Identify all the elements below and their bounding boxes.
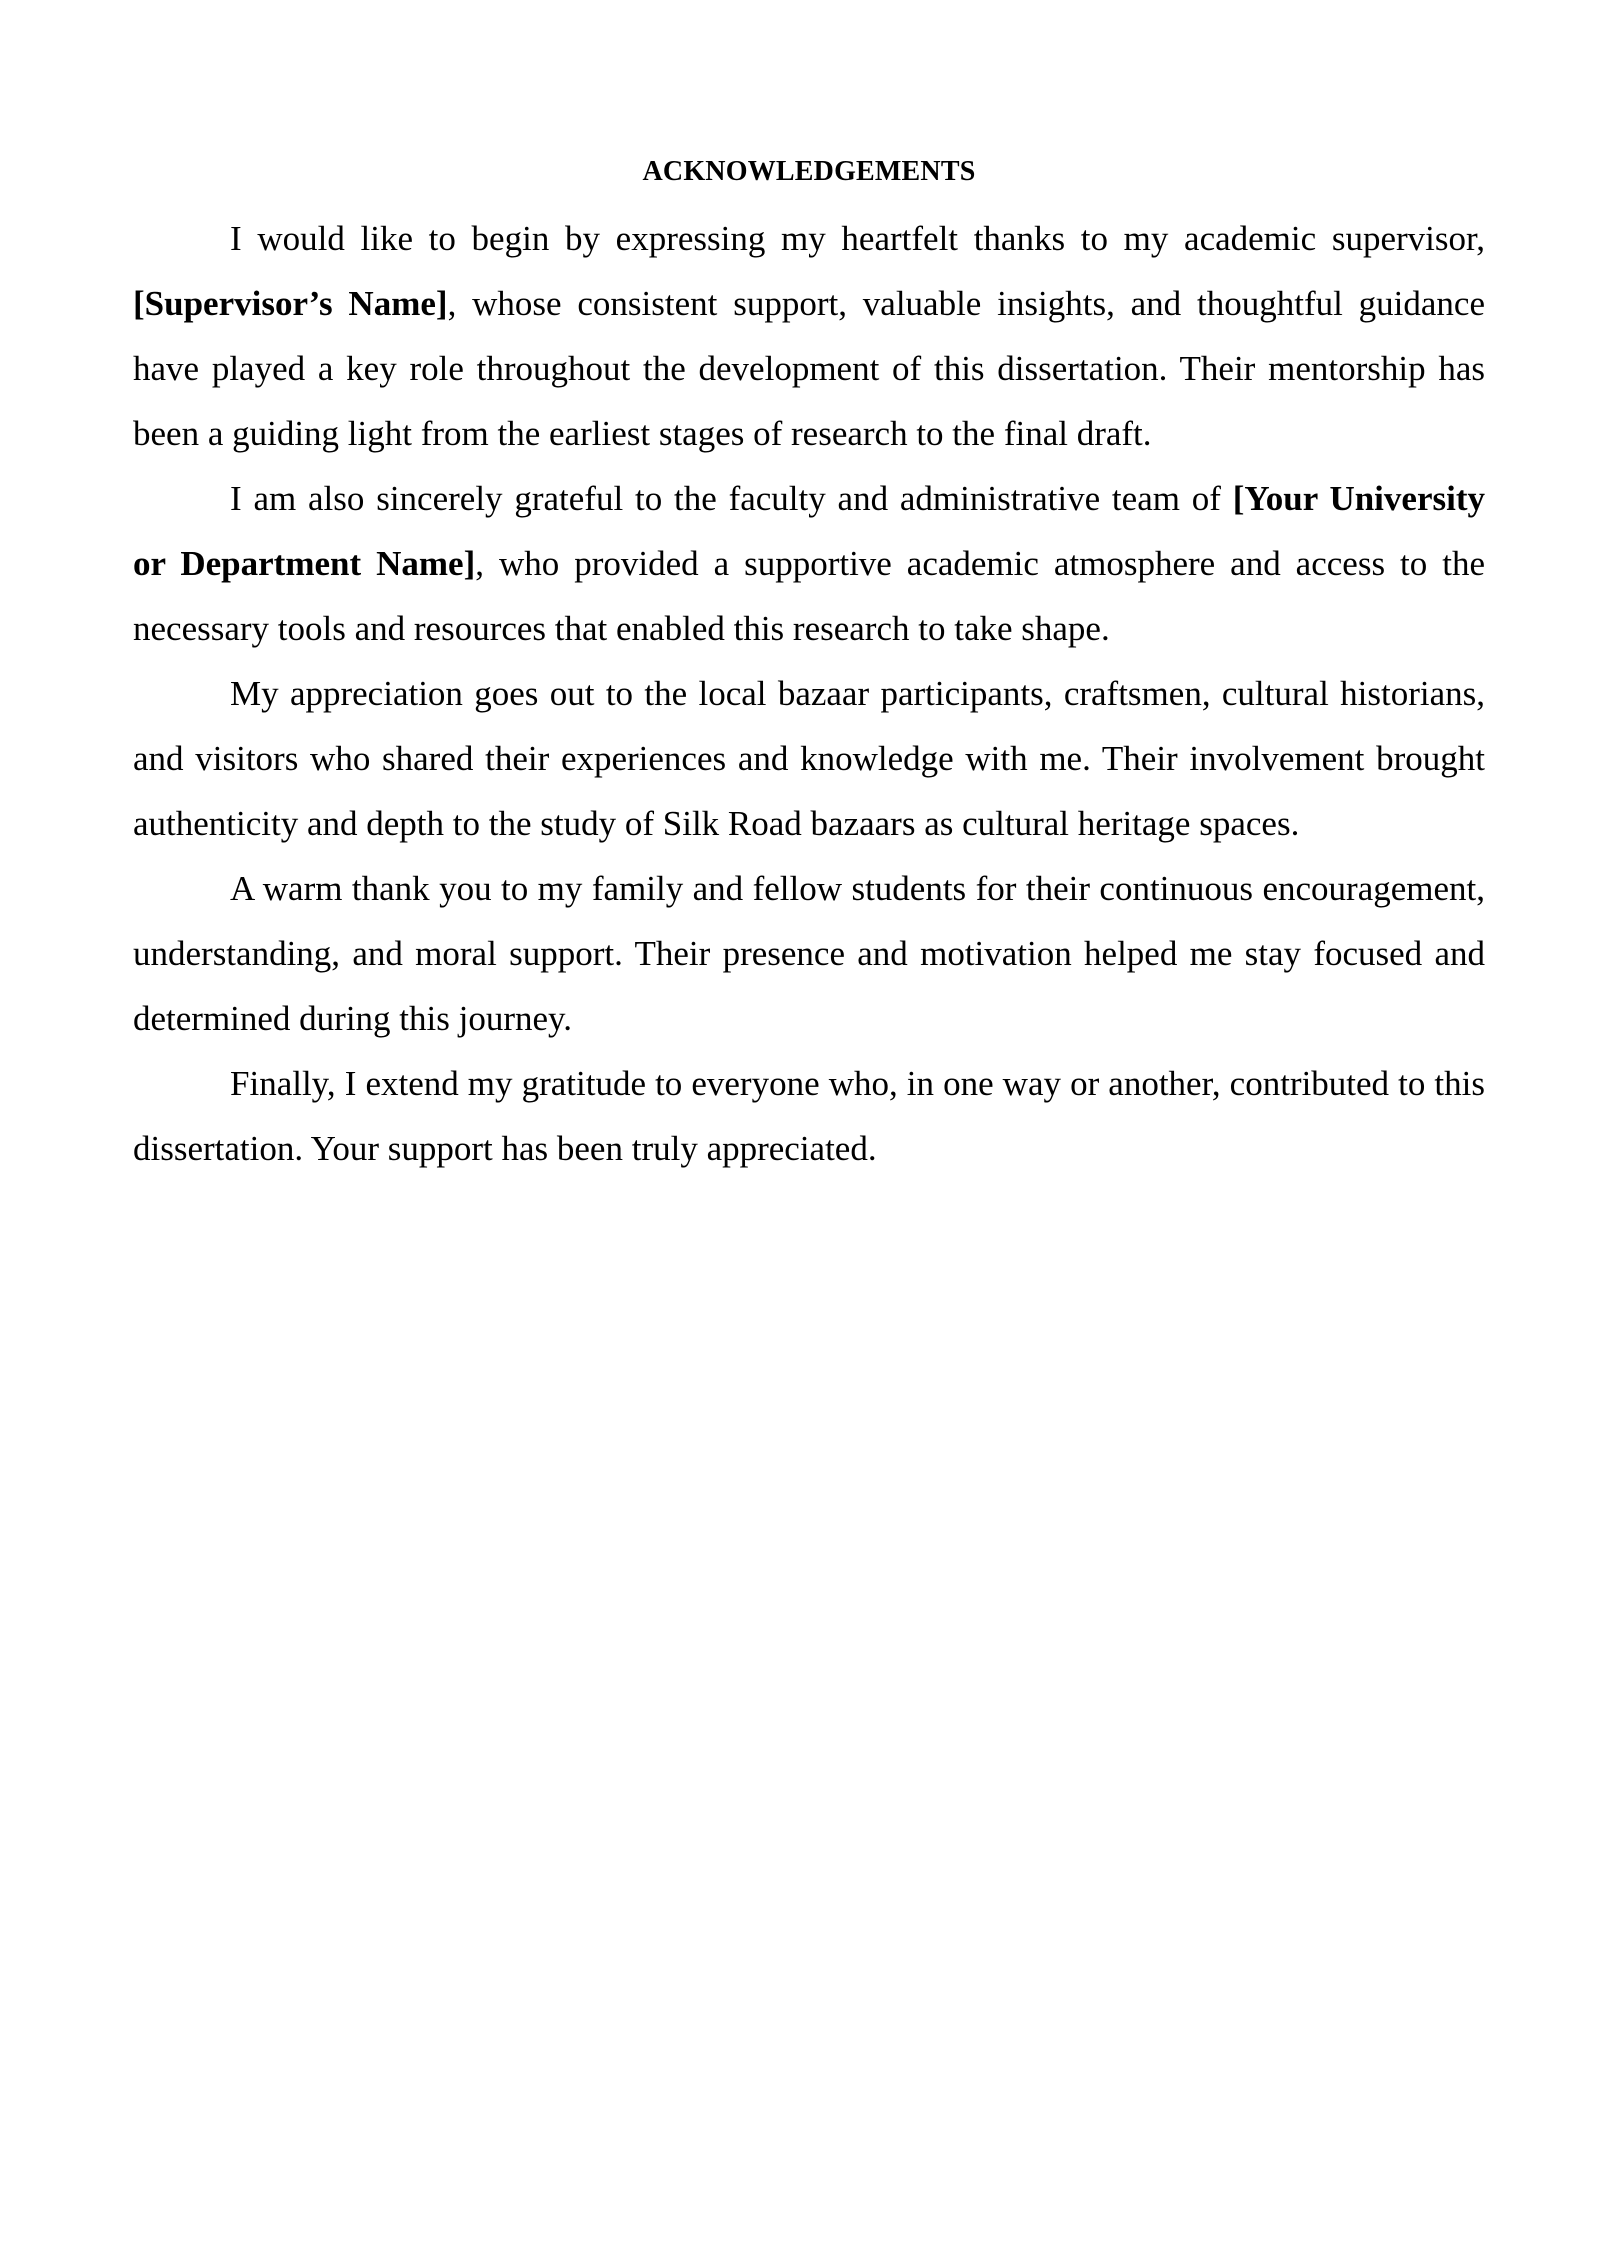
- page-content: [133, 150, 1485, 1181]
- university-name-placeholder: [Your University or Department Name]: [133, 479, 1485, 583]
- page-heading: ACKNOWLEDGEMENTS: [642, 156, 976, 187]
- paragraph-text: , whose consistent support, valuable insights, and thoughtful guidance have played a key role throughout the development of this dissertation. Their mentorship has been a guiding light from the earliest stages of research to the final draft.: [133, 284, 1485, 453]
- supervisor-name-placeholder: [Supervisor’s Name]: [133, 284, 448, 323]
- paragraph-text: I am also sincerely grateful to the faculty and administrative team of: [230, 479, 1233, 518]
- paragraph-text: I would like to begin by expressing my heartfelt thanks to my academic supervisor,: [230, 219, 1485, 258]
- paragraph-participants: My appreciation goes out to the local bazaar participants, craftsmen, cultural historians, and visitors who shared their experiences and knowledge with me. Their involvement brought authenticity and depth to the study of Silk Road bazaars as cultural heritage spaces.: [133, 674, 1485, 843]
- paragraph-university: [133, 466, 1485, 661]
- paragraph-family: A warm thank you to my family and fellow students for their continuous encouragement, understanding, and moral support. Their presence and motivation helped me stay focused and determined during this journey.: [133, 869, 1485, 1038]
- paragraph-supervisor: [133, 206, 1485, 466]
- paragraph-closing: Finally, I extend my gratitude to everyone who, in one way or another, contributed to this dissertation. Your support has been truly appreciated.: [133, 1064, 1485, 1168]
- paragraph-text: , who provided a supportive academic atmosphere and access to the necessary tools and resources that enabled this research to take shape.: [133, 544, 1485, 648]
